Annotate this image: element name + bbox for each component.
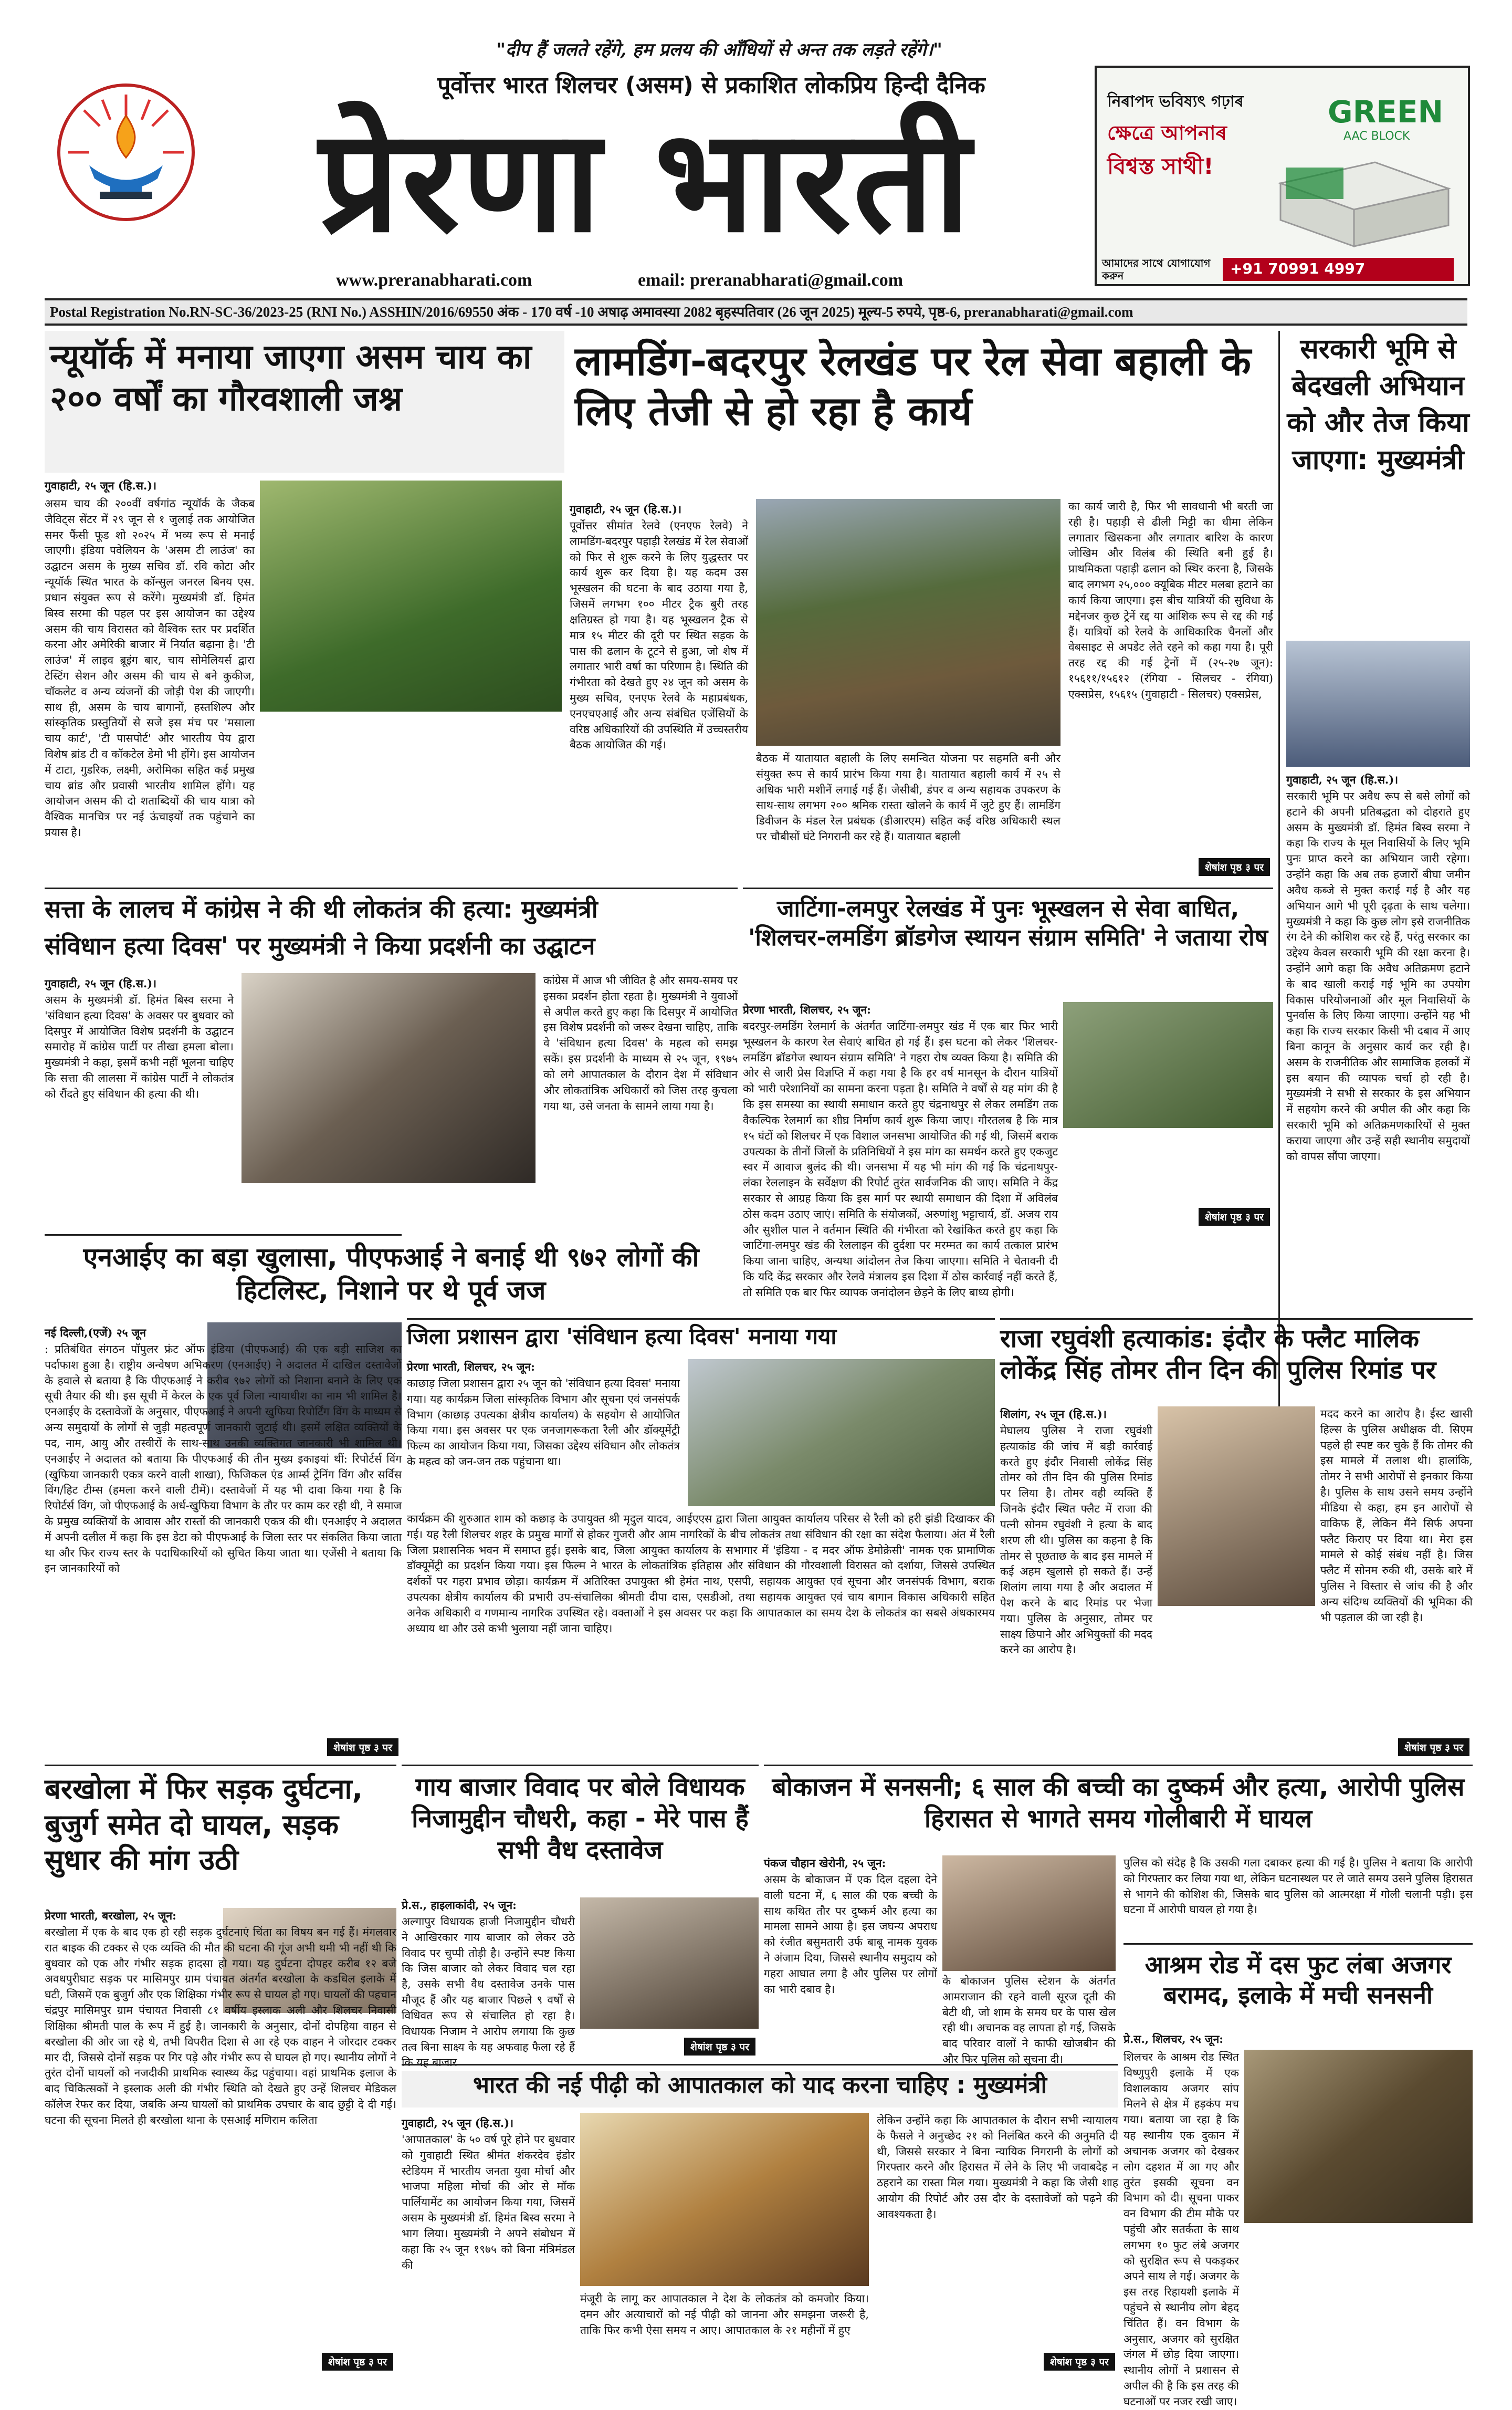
dateline: गुवाहाटी, २५ जून (हि.स.)। xyxy=(570,503,682,516)
article-body: बदरपुर-लमडिंग रेलमार्ग के अंतर्गत जाटिंगा-लमपुर खंड में एक बार फिर भारी भूस्खलन के कारण रेल सेवाएं बाधित हो गई हैं। इस घटना को लेकर 'शिलचर-लमडिंग ब्रॉडगेज स्थायन संग्राम समिति' ने गहरा रोष व्यक्त किया है। समिति की ओर से जारी प्रेस विज्ञप्ति में कहा गया है कि हर वर्ष मानसून के दौरान यात्रियों को भारी परेशानियों का सामना करना पड़ता है। समिति ने वर्षों से यह मांग की है कि इस समस्या का स्थायी समाधान करते हुए चंद्रनाथपुर से लेकर लमडिंग तक वैकल्पिक रेलमार्ग का शीघ्र निर्माण कार्य शुरू किया जाए। गौरतलब है कि मात्र १५ घंटों को शिलचर में एक विशाल जनसभा आयोजित की गई थी, जिसमें बराक उपत्यका के तीनों जिलों के प्रतिनिधियों ने इस मांग का समर्थन करते हुए एकजुट स्वर में आवाज बुलंद की थी। जनसभा में यह भी मांग की गई कि चंद्रनाथपुर-लंका रेललाइन के सर्वेक्षण की रिपोर्ट तुरंत सार्वजनिक की जाए। समिति ने केंद्र सरकार से आग्रह किया कि इस मार्ग पर स्थायी समाधान की दिशा में अविलंब ठोस कदम उठाए जाएं। समिति के संयोजकों, अरुणांशु भट्टाचार्य, डॉ. अजय राय और सुशील पाल ने वर्तमान स्थिति की गंभीरता को रेखांकित करते हुए कहा कि जाटिंगा-लमपुर खंड की रेललाइन की दुर्दशा पर मरम्मत का कार्य तत्काल प्रारंभ किया जाना चाहिए, अन्यथा आंदोलन तेज किया जाएगा। समिति ने चेतावनी दी कि यदि केंद्र सरकार और रेलवे मंत्रालय इस दिशा में ठोस कार्रवाई नहीं करते हैं, तो समिति एक बार फिर व्यापक जनांदोलन छेड़ने के लिए बाध्य होगी। xyxy=(743,1020,1058,1299)
dateline: प्रेरणा भारती, शिलचर, २५ जून: xyxy=(407,1360,535,1373)
dateline: प्रे.स., हाइलाकांदी, २५ जून: xyxy=(402,1898,517,1912)
dateline: गुवाहाटी, २५ जून (हि.स.)। xyxy=(45,977,157,990)
headline[interactable]: भारत की नई पीढ़ी को आपातकाल को याद करना चाहिए : मुख्यमंत्री xyxy=(402,2071,1118,2108)
article-samvidhan-divas xyxy=(407,1318,995,1759)
article-eviction-drive xyxy=(1278,331,1473,1434)
headline[interactable]: सरकारी भूमि से बेदखली अभियान को और तेज किया जाएगा: मुख्यमंत्री xyxy=(1287,333,1469,476)
ad-brand-sub: AAC BLOCK xyxy=(1343,130,1410,143)
masthead-tagline: "दीप हैं जलते रहेंगे, हम प्रलय की आँधियों से अन्त तक लड़ते रहेंगे।" xyxy=(496,39,942,60)
continued-link[interactable]: शेषांश पृष्ठ ३ पर xyxy=(1199,858,1270,876)
dateline: गुवाहाटी, २५ जून (हि.स.)। xyxy=(45,479,157,492)
masthead-subtitle: पूर्वोत्तर भारत शिलचर (असम) से प्रकाशित लोकप्रिय हिन्दी दैनिक xyxy=(437,72,985,99)
masthead xyxy=(0,0,1512,294)
continued-link[interactable]: शेषांश पृष्ठ ३ पर xyxy=(322,2353,393,2371)
continued-link[interactable]: शेषांश पृष्ठ ३ पर xyxy=(1398,1738,1469,1756)
mock-parliament-photo xyxy=(580,2113,869,2286)
ad-line1: নিৰাপদ ভবিষ্যৎ গঢ়াৰ xyxy=(1107,92,1244,111)
headline[interactable]: सत्ता के लालच में कांग्रेस ने की थी लोकतंत्र की हत्या: मुख्यमंत्री xyxy=(45,895,598,923)
article-body-col2: के बोकाजन पुलिस स्टेशन के अंतर्गत आमराजान की रहने वाली सूरज दूती की बेटी थी, जो शाम के समय घर के पास खेल रही थी। अचानक वह लापता हो गई, जिसके बाद परिवार वालों ने काफी खोजबीन की और फिर पुलिस को सूचना दी। xyxy=(942,1975,1116,2066)
article-raja-raghuvanshi xyxy=(1000,1318,1473,1759)
article-congress-democracy xyxy=(45,888,738,1229)
headline[interactable]: बरखोला में फिर सड़क दुर्घटना, बुजुर्ग समेत दो घायल, सड़क सुधार की मांग उठी xyxy=(45,1772,363,1876)
article-body-col1: काछाड़ जिला प्रशासन द्वारा २५ जून को 'संविधान हत्या दिवस' मनाया गया। यह कार्यक्रम जिला सांस्कृतिक विभाग और सूचना एवं जनसंपर्क विभाग (काछाड़ उपत्यका क्षेत्रीय कार्यालय) के सहयोग से आयोजित किया गया। इस अवसर पर एक जनजागरूकता रैली और डॉक्यूमेंट्री फिल्म का आयोजन किया गया, जिसका उद्देश्य संविधान और लोकतंत्र के महत्व को जन-जन तक पहुंचाना था। xyxy=(407,1377,680,1468)
headline[interactable]: जाटिंगा-लमपुर रेलखंड में पुनः भूस्खलन से सेवा बाधित, 'शिलचर-लमडिंग ब्रॉडगेज स्थायन संग्राम समिति' ने जताया रोष xyxy=(748,895,1268,951)
cm-portrait-photo xyxy=(1286,641,1470,767)
website-link[interactable]: www.preranabharati.com xyxy=(336,270,532,290)
python-photo xyxy=(1244,2050,1473,2223)
dateline: प्रेरणा भारती, शिलचर, २५ जून: xyxy=(743,1003,871,1016)
dateline: प्रे.स., शिलचर, २५ जून: xyxy=(1124,2032,1224,2046)
article-body: अल्गापुर विधायक हाजी निजामुद्दीन चौधरी ने आखिरकार गाय बाजार को लेकर उठे विवाद पर चुप्पी तोड़ी है। उन्होंने स्पष्ट किया कि जिस बाजार को लेकर विवाद चल रहा है, उसके सभी वैध दस्तावेज उनके पास मौजूद हैं और यह बाजार पिछले ९ वर्षों से विधिवत रूप से संचालित हो रहा है। विधायक निजाम ने आरोप लगाया कि कुछ तत्व बिना साक्ष्य के यह अफवाह फैला रहे हैं कि यह बाजार xyxy=(402,1915,575,2069)
subheadline[interactable]: संविधान हत्या दिवस' पर मुख्यमंत्री ने किया प्रदर्शनी का उद्घाटन xyxy=(45,932,595,960)
masthead-title: प्रेरणा भारती xyxy=(319,98,973,264)
dateline: नई दिल्ली,(एजें) २५ जून xyxy=(45,1326,146,1339)
article-body-col1: पूर्वोत्तर सीमांत रेलवे (एनएफ रेलवे) ने लामडिंग-बदरपुर पहाड़ी रेलखंड में रेल सेवाओं को फिर से शुरू करने के लिए युद्धस्तर पर कार्य शुरू कर दिया है। यह कदम उस भूस्खलन की घटना के बाद उठाया गया है, जिसमें लगभग १०० मीटर ट्रैक बुरी तरह क्षतिग्रस्त हो गया है। यह भूस्खलन ट्रैक से मात्र १५ मीटर की दूरी पर स्थित सड़क के पास की ढलान के टूटने से हुआ, जो शेष में लगातार भारी वर्षा का परिणाम है। स्थिति की गंभीरता को देखते हुए २४ जून को असम के मुख्य सचिव, एनएफ रेलवे के महाप्रबंधक, एनएचएआई और अन्य संबंधित एजेंसियों के वरिष्ठ अधिकारियों की उपस्थिति में उच्चस्तरीय बैठक आयोजित की गई। xyxy=(570,519,748,752)
article-body-col3: पुलिस को संदेह है कि उसकी गला दबाकर हत्या की गई है। पुलिस ने बताया कि आरोपी को गिरफ्तार कर लिया गया था, लेकिन घटनास्थल पर ले जाते समय उसने पुलिस हिरासत से भागने की कोशिश की, जिसके बाद पुलिस को आत्मरक्षा में गोली चलानी पड़ी। इस घटना में आरोपी घायल हो गया है। xyxy=(1124,1856,1473,1916)
ad-contact-label: আমাদের সাথে যোগাযোগ করুন xyxy=(1102,257,1211,282)
article-barkhola-accident xyxy=(45,1765,396,2374)
ad-line2: ক্ষেত্ৰে আপনাৰ xyxy=(1107,121,1227,144)
headline[interactable]: जिला प्रशासन द्वारा 'संविधान हत्या दिवस' मनाया गया xyxy=(407,1323,837,1349)
article-jatinga-landslide xyxy=(743,888,1273,1299)
headline[interactable]: आश्रम रोड में दस फुट लंबा अजगर बरामद, इलाके में मची सनसनी xyxy=(1144,1950,1452,2009)
ad-line3: বিশ্বস্ত সাথী! xyxy=(1107,153,1214,179)
info-bar: Postal Registration No.RN-SC-36/2023-25 (RNI No.) ASSHIN/2016/69550 अंक - 170 वर्ष -10 अषाढ़ अमावस्या 2082 बृहस्पतिवार (26 जून 2025) मूल्य-5 रुपये, पृष्ठ-6, preranabharati@gmail.com xyxy=(45,298,1467,326)
article-body-col1: 'आपातकाल' के ५० वर्ष पूरे होने पर बुधवार को गुवाहाटी स्थित श्रीमंत शंकरदेव इंडोर स्टेडियम में भारतीय जनता युवा मोर्चा और भाजपा महिला मोर्चा की ओर से मॉक पार्लियामेंट का आयोजन किया गया, जिसमें असम के मुख्यमंत्री डॉ. हिमंत बिस्व सरमा ने भाग लिया। मुख्यमंत्री ने अपने संबोधन में कहा कि २५ जून १९७५ को बिना मंत्रिमंडल की xyxy=(402,2133,575,2271)
article-body-col3: का कार्य जारी है, फिर भी सावधानी भी बरती जा रही है। पहाड़ी से ढीली मिट्टी का धीमा लेकिन लगातार खिसकना और लगातार बारिश के कारण जोखिम और विलंब की स्थिति बनी हुई है। प्राथमिकता पहाड़ी ढलान को स्थिर करना है, जिसके बाद लगभग २५,००० क्यूबिक मीटर मलबा हटाने का कार्य किया जाएगा। इस बीच यात्रियों की सुविधा के मद्देनजर कुछ ट्रेनें रद्द या आंशिक रूप से रद्द की गई हैं। यात्रियों को रेलवे के आधिकारिक चैनलों और वेबसाइट से अपडेट लेते रहने को कहा गया है। पूरी तरह रद्द की गई ट्रेनों में (२५-२७ जून): १५६११/१५६१२ (रंगिया - सिलचर - रंगिया) एक्सप्रेस, १५६१५ (गुवाहाटी - सिलचर) एक्सप्रेस, xyxy=(1068,500,1273,701)
article-body-col2: मदद करने का आरोप है। ईस्ट खासी हिल्स के पुलिस अधीक्षक वी. सिएम पहले ही स्पष्ट कर चुके हैं कि तोमर की इस मामले में तलाश थी। हालांकि, तोमर ने सभी आरोपों से इनकार किया है। पुलिस के साथ उसने समय उन्होंने मीडिया से कहा, हम इन आरोपों से वाकिफ हैं, लेकिन मैंने सिर्फ अपना फ्लैट किराए पर दिया था। मेरा इस मामले से कोई संबंध नहीं है। जिस फ्लैट में सोनम रुकी थी, उसके बारे में पुलिस ने विस्तार से जांच की है और अन्य संदिग्ध व्यक्तियों की भूमिका की भी पड़ताल की जा रही है। xyxy=(1320,1407,1473,1624)
article-body-col1: असम के बोकाजन में एक दिल दहला देने वाली घटना में, ६ साल की एक बच्ची के साथ कथित तौर पर दुष्कर्म और हत्या का मामला सामने आया है। इस जघन्य अपराध को रंजीत बसुमतारी उर्फ बाबू नामक युवक ने अंजाम दिया, जिससे स्थानीय समुदाय को गहरा आघात लगा है और पुलिस पर लोगों का भारी दबाव है। xyxy=(764,1873,937,1996)
article-body-col3: लेकिन उन्होंने कहा कि आपातकाल के दौरान सभी न्यायालय के फैसले ने अनुच्छेद २१ को निलंबित करने की अनुमति दी थी, जिससे सरकार ने बिना न्यायिक निगरानी के लोगों को गिरफ्तार करने और हिरासत में लेने के लिए भी जवाबदेह न ठहराने का रास्ता मिल गया। मुख्यमंत्री ने कहा कि जेसी शाह आयोग की रिपोर्ट और उस दौर के दस्तावेजों को पढ़ने की आवश्यकता है। xyxy=(877,2114,1118,2220)
article-body-col2: बैठक में यातायात बहाली के लिए समन्वित योजना पर सहमति बनी और संयुक्त रूप से कार्य प्रारंभ किया गया है। यातायात बहाली कार्य में २५ से अधिक भारी मशीनें लगाई गई हैं। जेसीबी, डंपर व अन्य सहायक उपकरण के साथ-साथ लगभग २०० श्रमिक रास्ता खोलने के कार्य में जुटे हुए हैं। लामडिंग डिवीजन के मंडल रेल प्रबंधक (डीआरएम) सहित कई वरिष्ठ अधिकारी स्थल पर चौबीसों घंटे निगरानी कर रहे हैं। यातायात बहाली xyxy=(756,752,1060,843)
headline[interactable]: गाय बाजार विवाद पर बोले विधायक निजामुद्दीन चौधरी, कहा - मेरे पास हैं सभी वैध दस्तावेज xyxy=(412,1772,749,1865)
dateline: पंकज चौहान खेरोनी, २५ जून: xyxy=(764,1856,886,1870)
continued-link[interactable]: शेषांश पृष्ठ ३ पर xyxy=(327,1738,398,1756)
headline[interactable]: लामडिंग-बदरपुर रेलखंड पर रेल सेवा बहाली के लिए तेजी से हो रहा है कार्य xyxy=(575,338,1251,434)
article-body: सरकारी भूमि पर अवैध रूप से बसे लोगों को हटाने की अपनी प्रतिबद्धता को दोहराते हुए असम के मुख्यमंत्री डॉ. हिमंत बिस्व सरमा ने कहा कि राज्य के मूल निवासियों के लिए भूमि पुनः प्राप्त करने का अभियान जारी रहेगा। उन्होंने कहा कि अब तक हजारों बीघा जमीन अवैध कब्जे से मुक्त कराई गई है और यह अभियान आगे भी पूरी दृढ़ता के साथ चलेगा। मुख्यमंत्री ने कहा कि कुछ लोग इसे राजनीतिक रंग देने की कोशिश कर रहे हैं, परंतु सरकार का उद्देश्य केवल सरकारी भूमि की रक्षा करना है। उन्होंने आगे कहा कि अवैध अतिक्रमण हटाने के बाद खाली कराई गई भूमि का उपयोग विकास परियोजनाओं और मूल निवासियों के पुनर्वास के लिए किया जाएगा। उन्होंने यह भी कहा कि राज्य सरकार किसी भी दबाव में आए बिना कानून के अनुसार कार्य कर रही है। असम के राजनीतिक और सामाजिक हलकों में इस बयान की व्यापक चर्चा हो रही है। मुख्यमंत्री ने सभी से सरकार के इस अभियान में सहयोग करने की अपील की और कहा कि सरकारी भूमि को अतिक्रमणकारियों से मुक्त कराया जाएगा और उन्हें सही स्थानीय समुदायों को वापस सौंपा जाएगा। xyxy=(1286,790,1470,1163)
continued-link[interactable]: शेषांश पृष्ठ ३ पर xyxy=(1044,2353,1115,2371)
article-body: बरखोला में एक के बाद एक हो रही सड़क दुर्घटनाएं चिंता का विषय बन गई हैं। मंगलवार रात बाइक की टक्कर से एक व्यक्ति की मौत की घटना की गूंज अभी थमी भी नहीं थी कि बुधवार को एक और गंभीर सड़क हादसा हो गया। यह दुर्घटना दोपहर करीब १२ बजे अवधपुरीघाट सड़क पर मासिमपुर ग्राम पंचायत अंतर्गत बरखोला के कडधिल इलाके में घटी, जिसमें एक बुजुर्ग और एक शिक्षिका गंभीर रूप से घायल हो गए। घायलों की पहचान चंद्रपुर मासिमपुर ग्राम पंचायत निवासी ८१ वर्षीय इस्लाक अली और शिलचर निवासी शिक्षिका श्रीमती पाल के रूप में हुई है। जानकारी के अनुसार, दोनों दोपहिया वाहन से बरखोला की ओर जा रहे थे, तभी विपरीत दिशा से आ रहे एक वाहन ने जोरदार टक्कर मार दी, जिससे दोनों सड़क पर गिर पड़े और गंभीर रूप से घायल हो गए। स्थानीय लोगों ने तुरंत दोनों घायलों को नजदीकी प्राथमिक स्वास्थ्य केंद्र पहुंचाया। वहां प्राथमिक इलाज के बाद चिकित्सकों ने इस्लाक अली की गंभीर स्थिति को देखते हुए उन्हें शिलचर मेडिकल कॉलेज रेफर कर दिया, जबकि अन्य घायलों को प्राथमिक उपचार के बाद छुट्टी दे दी गई। घटना की सूचना मिलते ही बरखोला थाना के एसआई मणिराम कलिता xyxy=(45,1926,396,2126)
victim-photo xyxy=(942,1855,1116,1971)
headline[interactable]: एनआईए का बड़ा खुलासा, पीएफआई ने बनाई थी ९७२ लोगों की हिटलिस्ट, निशाने पर थे पूर्व जज xyxy=(83,1242,699,1306)
accused-photo xyxy=(1158,1406,1315,1606)
continued-link[interactable]: शेषांश पृष्ठ ३ पर xyxy=(1199,1208,1270,1226)
article-body-col2: कांग्रेस में आज भी जीवित है और समय-समय पर इसका प्रदर्शन होता रहता है। मुख्यमंत्री ने युवाओं से अपील करते हुए कहा कि दिसपुर में आयोजित इस विशेष प्रदर्शनी को जरूर देखना चाहिए, ताकि वे 'संविधान हत्या दिवस' के महत्व को समझ सकें। इस प्रदर्शनी के माध्यम से २५ जून, १९७५ को लगे आपातकाल के दौरान देश में संविधान और लोकतांत्रिक अधिकारों को जिस तरह कुचला गया था, उसे जनता के सामने लाया गया है। xyxy=(543,974,738,1112)
mla-photo xyxy=(580,1897,759,2029)
lamp-logo-icon xyxy=(52,79,200,226)
tea-garden-photo xyxy=(260,481,562,712)
dateline: प्रेरणा भारती, बरखोला, २५ जून: xyxy=(45,1909,176,1922)
headline[interactable]: न्यूयॉर्क में मनाया जाएगा असम चाय का २०० वर्षों का गौरवशाली जश्न xyxy=(45,331,564,473)
dateline: शिलांग, २५ जून (हि.स.)। xyxy=(1000,1407,1107,1421)
landslide-photo xyxy=(756,499,1060,746)
email-link[interactable]: email: preranabharati@gmail.com xyxy=(638,270,904,290)
exhibition-photo xyxy=(242,973,536,1183)
article-body-col2: मंजूरी के लागू कर आपातकाल ने देश के लोकतंत्र को कमजोर किया। दमन और अत्याचारों को नई पीढ़ी को जानना और समझना जरूरी है, ताकि फिर कभी ऐसा समय न आए। आपातकाल के २१ महीनों में हुए xyxy=(580,2292,869,2336)
article-lumding-badarpur xyxy=(570,331,1273,882)
dateline: गुवाहाटी, २५ जून (हि.स.)। xyxy=(402,2116,514,2130)
rally-photo xyxy=(688,1359,995,1506)
headline[interactable]: राजा रघुवंशी हत्याकांड: इंदौर के फ्लैट मालिक लोकेंद्र सिंह तोमर तीन दिन की पुलिस रिमांड पर xyxy=(1000,1324,1436,1385)
ad-phone[interactable]: +91 70991 4997 xyxy=(1223,258,1454,281)
article-body: असम चाय की २००वीं वर्षगांठ न्यूयॉर्क के जैकब जैविट्स सेंटर में २९ जून से १ जुलाई तक आयोजित समर फैंसी फूड शो २०२५ में भव्य रूप से मनाई जाएगी। इंडिया पवेलियन के 'असम टी लाउंज' का उद्घाटन असम के मुख्य सचिव डॉ. रवि कोटा और न्यूयॉर्क स्थित भारत के कॉन्सुल जनरल बिनय एस. प्रधान संयुक्त रूप से करेंगे। मुख्यमंत्री डॉ. हिमंत बिस्व सरमा की पहल पर इस आयोजन का उद्देश्य असम की चाय विरासत को वैश्विक स्तर पर प्रदर्शित करना और अमेरिकी बाजार में निर्यात बढ़ाना है। 'टी लाउंज' में लाइव ब्रूइंग बार, चाय सोमेलियर्स द्वारा टेस्टिंग सेशन और असम की चाय से बने कुकीज, चॉकलेट व अन्य व्यंजनों की जोड़ी पेश की जाएगी। साथ ही, असम के चाय बागानों, हस्तशिल्प और सांस्कृतिक प्रस्तुतियों से सजे इस मंच पर 'मसाला चाय कार्ट', 'टी पासपोर्ट' और भारतीय पेय द्वारा विशेष ब्रांड टी व कॉकटेल डेमो भी होंगे। इस आयोजन में टाटा, गुडरिक, लक्ष्मी, अरोमिका सहित कई प्रमुख चाय ब्रांड और प्रवासी भारतीय शामिल होंगे। यह आयोजन असम की दो शताब्दियों की चाय यात्रा को वैश्विक मानचित्र पर नई ऊंचाइयों तक पहुंचाने का प्रयास है। xyxy=(45,497,255,839)
headline[interactable]: बोकाजन में सनसनी; ६ साल की बच्ची का दुष्कर्म और हत्या, आरोपी पुलिस हिरासत से भागते समय गोलीबारी में घायल xyxy=(772,1772,1465,1833)
article-body: : प्रतिबंधित संगठन पॉपुलर फ्रंट ऑफ इंडिया (पीएफआई) की एक बड़ी साजिश का पर्दाफाश हुआ है। राष्ट्रीय अन्वेषण अभिकरण (एनआईए) ने अदालत में दाखिल दस्तावेजों के हवाले से बताया है कि पीएफआई ने करीब ९७२ लोगों को निशाना बनाने के लिए एक सूची तैयार की थी। इस सूची में केरल के एक पूर्व जिला न्यायाधीश का नाम भी शामिल है। एनआईए के दस्तावेजों के अनुसार, पीएफआई ने अपनी खुफिया रिपोर्टिंग विंग के माध्यम से अन्य समुदायों के लोगों से जुड़ी महत्वपूर्ण जानकारी जुटाई थी। इसमें लक्षित व्यक्तियों के पद, नाम, आयु और तस्वीरों के साथ-साथ उनकी व्यक्तिगत जानकारी भी शामिल थी। एनआईए ने अदालत को बताया कि पीएफआई की तीन मुख्य इकाइयां थीं: रिपोर्टर्स विंग (खुफिया जानकारी एकत्र करने वाली शाखा), फिजिकल एंड आर्म्स ट्रेनिंग विंग और सर्विस विंग/हिट टीम्स (हमला करने वाली टीमें)। दस्तावेजों में यह भी दावा किया गया है कि रिपोर्टर्स विंग, जो पीएफआई के अर्ध-खुफिया विभाग के तौर पर काम कर रही थी, ने समाज के प्रमुख व्यक्तियों के आवास और रास्तों की जानकारी एकत्र की थी। एनआईए ने अदालत में अपनी दलील में कहा कि इस डेटा को पीएफआई के जिला स्तर पर संकलित किया जाता था और फिर राज्य स्तर के पदाधिकारियों को सुचित किया जाता था। एजेंसी ने बताया कि इन जानकारियों को xyxy=(45,1343,402,1575)
ad-block-graphic xyxy=(1270,152,1459,252)
article-cattle-market xyxy=(402,1765,759,2069)
ad-brand: GREEN xyxy=(1328,94,1444,130)
continued-link[interactable]: शेषांश पृष्ठ ३ पर xyxy=(684,2038,755,2056)
article-emergency-cm xyxy=(402,2064,1118,2374)
article-body-col1: मेघालय पुलिस ने राजा रघुवंशी हत्याकांड की जांच में बड़ी कार्रवाई करते हुए इंदौर निवासी लोकेंद्र सिंह तोमर को तीन दिन की पुलिस रिमांड पर लिया है। तोमर वही व्यक्ति हैं जिनके इंदौर स्थित फ्लैट में राजा की पत्नी सोनम रघुवंशी ने हत्या के बाद शरण ली थी। पुलिस का कहना है कि तोमर से पूछताछ के बाद इस मामले में कई अहम खुलासे हो सकते हैं। उन्हें शिलांग लाया गया है और अदालत में पेश करने के बाद रिमांड पर भेजा गया। पुलिस के अनुसार, तोमर पर साक्ष्य छिपाने और अभियुक्तों की मदद करने का आरोप है। xyxy=(1000,1424,1152,1656)
article-python-ashram-road xyxy=(1124,1943,1473,2408)
jatinga-photo xyxy=(1063,1002,1273,1128)
article-body: शिलचर के आश्रम रोड स्थित विष्णुपुरी इलाके में एक विशालकाय अजगर सांप मिलने से क्षेत्र में हड़कंप मच गया। बताया जा रहा है कि यह स्थानीय एक दुकान में अचानक अजगर को देखकर लोग दहशत में आ गए और तुरंत इसकी सूचना वन विभाग को दी। सूचना पाकर वन विभाग की टीम मौके पर पहुंची और सतर्कता के साथ लगभग १० फुट लंबे अजगर को सुरक्षित रूप से पकड़कर अपने साथ ले गई। अजगर के इस तरह रिहायशी इलाके में पहुंचने से स्थानीय लोग बेहद चिंतित हैं। वन विभाग के अनुसार, अजगर को सुरक्षित जंगल में छोड़ दिया जाएगा। स्थानीय लोगों ने प्रशासन से अपील की है कि इस तरह की घटनाओं पर नजर रखी जाए। xyxy=(1124,2051,1239,2408)
article-body-col1: असम के मुख्यमंत्री डॉ. हिमंत बिस्व सरमा ने 'संविधान हत्या दिवस' के अवसर पर बुधवार को दिसपुर में आयोजित विशेष प्रदर्शनी के उद्घाटन समारोह में कांग्रेस पार्टी पर तीखा हमला बोला। मुख्यमंत्री ने कहा, इसमें कभी नहीं भूलना चाहिए कि सत्ता की लालसा में कांग्रेस पार्टी ने लोकतंत्र को रौंदते हुए संविधान की हत्या की थी। xyxy=(45,994,234,1100)
green-aac-ad[interactable] xyxy=(1095,66,1470,286)
dateline: गुवाहाटी, २५ जून (हि.स.)। xyxy=(1286,773,1399,786)
article-assam-tea xyxy=(45,331,564,856)
article-body-col2: कार्यक्रम की शुरुआत शाम को कछाड़ के उपायुक्त श्री मृदुल यादव, आईएएस द्वारा जिला आयुक्त कार्यालय परिसर से रैली को हरी झंडी दिखाकर की गई। यह रैली शिलचर शहर के प्रमुख मार्गों से होकर गुजरी और आम नागरिकों के बीच लोकतंत्र तथा संविधान की रक्षा का संदेश फैलाया। अंत में रैली जिला प्रशासनिक भवन में समाप्त हुई। इसके बाद, जिला आयुक्त कार्यालय के सभागार में 'इंडिया - द मदर ऑफ डेमोक्रेसी' नामक एक प्रामाणिक डॉक्यूमेंट्री का प्रदर्शन किया गया। इस फिल्म ने भारत के लोकतांत्रिक इतिहास और संविधान की गौरवशाली विरासत को दर्शाया, जिससे उपस्थित दर्शकों पर गहरा प्रभाव छोड़ा। कार्यक्रम में अतिरिक्त उपायुक्त श्री हेमंत नाथ, एसपी, सहायक आयुक्त एवं सूचना और जनसंपर्क विभाग, बराक उपत्यका क्षेत्रीय कार्यालय की प्रभारी उप-संचालिका श्रीमती दीपा दास, एसडीओ, तथा सहायक आयुक्त एवं चाय बागान विकास अधिकारी सहित अनेक अधिकारी व गणमान्य नागरिक उपस्थित रहे। वक्ताओं ने इस अवसर पर कहा कि आपातकाल का समय देश के लोकतंत्र का सबसे अंधकारमय अध्याय था और उसे कभी भुलाया नहीं जाना चाहिए। xyxy=(407,1512,995,1635)
